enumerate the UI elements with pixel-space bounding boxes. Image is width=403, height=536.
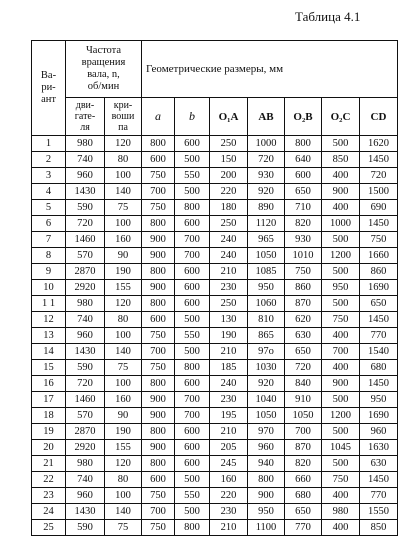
- table-cell: 960: [360, 424, 398, 440]
- table-cell: 90: [105, 408, 142, 424]
- table-cell: 80: [105, 472, 142, 488]
- table-cell: 770: [360, 328, 398, 344]
- table-row: [32, 168, 398, 184]
- table-cell: 720: [360, 168, 398, 184]
- table-cell: 570: [66, 408, 105, 424]
- table-cell: 12: [32, 312, 66, 328]
- table-cell: 160: [105, 232, 142, 248]
- table-cell: 1: [32, 136, 66, 152]
- table-cell: 700: [175, 248, 210, 264]
- table-cell: 500: [175, 184, 210, 200]
- table-cell: 770: [285, 520, 322, 536]
- table-cell: 700: [175, 408, 210, 424]
- table-cell: 930: [248, 168, 285, 184]
- table-cell: 155: [105, 280, 142, 296]
- table-cell: 9: [32, 264, 66, 280]
- table-cell: 210: [210, 520, 248, 536]
- table-cell: 550: [175, 488, 210, 504]
- table-cell: 75: [105, 360, 142, 376]
- table-cell: 900: [322, 376, 360, 392]
- table-cell: 850: [322, 152, 360, 168]
- table-cell: 1500: [360, 184, 398, 200]
- table-cell: 965: [248, 232, 285, 248]
- table-cell: 1200: [322, 248, 360, 264]
- table-cell: 700: [142, 344, 175, 360]
- table-row: [32, 136, 398, 152]
- table-cell: 1085: [248, 264, 285, 280]
- table-cell: 980: [322, 504, 360, 520]
- table-cell: 17: [32, 392, 66, 408]
- table-cell: 500: [322, 424, 360, 440]
- table-cell: 97о: [248, 344, 285, 360]
- table-cell: 750: [142, 520, 175, 536]
- table-row: [32, 504, 398, 520]
- table-cell: 200: [210, 168, 248, 184]
- table-cell: 960: [66, 488, 105, 504]
- table-cell: 500: [175, 472, 210, 488]
- table-cell: 75: [105, 200, 142, 216]
- table-row: [32, 376, 398, 392]
- table-cell: 2920: [66, 280, 105, 296]
- table-cell: 900: [142, 280, 175, 296]
- table-cell: 840: [285, 376, 322, 392]
- table-cell: 75: [105, 520, 142, 536]
- table-cell: 630: [360, 456, 398, 472]
- table-cell: 19: [32, 424, 66, 440]
- table-cell: 590: [66, 200, 105, 216]
- table-cell: 590: [66, 520, 105, 536]
- table-cell: 900: [142, 248, 175, 264]
- table-cell: 800: [175, 360, 210, 376]
- table-cell: 1450: [360, 216, 398, 232]
- table-row: [32, 152, 398, 168]
- table-cell: 250: [210, 296, 248, 312]
- table-cell: 950: [248, 280, 285, 296]
- table-cell: 8: [32, 248, 66, 264]
- table-cell: 210: [210, 264, 248, 280]
- table-cell: 1460: [66, 392, 105, 408]
- table-cell: 690: [360, 200, 398, 216]
- table-cell: 650: [285, 184, 322, 200]
- table-cell: 100: [105, 216, 142, 232]
- table-cell: 1050: [285, 408, 322, 424]
- table-cell: 185: [210, 360, 248, 376]
- table-cell: 24: [32, 504, 66, 520]
- table-cell: 1450: [360, 152, 398, 168]
- table-cell: 960: [66, 168, 105, 184]
- table-cell: 22: [32, 472, 66, 488]
- table-cell: 800: [142, 296, 175, 312]
- header-col-a: a: [142, 98, 175, 136]
- table-cell: 680: [360, 360, 398, 376]
- table-cell: 740: [66, 152, 105, 168]
- table-row: [32, 216, 398, 232]
- table-cell: 4: [32, 184, 66, 200]
- table-cell: 250: [210, 216, 248, 232]
- table-cell: 890: [248, 200, 285, 216]
- table-cell: 1450: [360, 312, 398, 328]
- table-cell: 1200: [322, 408, 360, 424]
- table-cell: 2: [32, 152, 66, 168]
- header-col-ab: AB: [248, 98, 285, 136]
- table-cell: 400: [322, 328, 360, 344]
- table-cell: 960: [66, 328, 105, 344]
- table-cell: 1000: [322, 216, 360, 232]
- table-cell: 500: [175, 504, 210, 520]
- table-cell: 700: [285, 424, 322, 440]
- table-cell: 720: [66, 216, 105, 232]
- table-cell: 800: [142, 456, 175, 472]
- table-cell: 195: [210, 408, 248, 424]
- table-cell: 21: [32, 456, 66, 472]
- table-cell: 650: [360, 296, 398, 312]
- table-cell: 120: [105, 136, 142, 152]
- table-cell: 600: [175, 216, 210, 232]
- table-cell: 600: [175, 440, 210, 456]
- table-cell: 1540: [360, 344, 398, 360]
- table-cell: 940: [248, 456, 285, 472]
- table-cell: 245: [210, 456, 248, 472]
- table-cell: 150: [210, 152, 248, 168]
- table-cell: 190: [105, 424, 142, 440]
- table-cell: 100: [105, 328, 142, 344]
- table-cell: 600: [285, 168, 322, 184]
- table-cell: 500: [175, 312, 210, 328]
- table-cell: 1620: [360, 136, 398, 152]
- table-cell: 120: [105, 296, 142, 312]
- table-cell: 950: [248, 504, 285, 520]
- table-cell: 810: [248, 312, 285, 328]
- table-cell: 1000: [248, 136, 285, 152]
- table-cell: 980: [66, 296, 105, 312]
- table-cell: 400: [322, 168, 360, 184]
- table-cell: 140: [105, 184, 142, 200]
- table-cell: 870: [285, 440, 322, 456]
- table-cell: 980: [66, 456, 105, 472]
- table-cell: 800: [285, 136, 322, 152]
- table-cell: 600: [142, 472, 175, 488]
- header-motor: дви- гате- ля: [66, 98, 105, 136]
- table-cell: 600: [175, 264, 210, 280]
- table-cell: 1450: [360, 472, 398, 488]
- header-crank: кри- воши па: [105, 98, 142, 136]
- table-cell: 16: [32, 376, 66, 392]
- table-cell: 500: [322, 296, 360, 312]
- table-caption: Таблица 4.1: [295, 9, 361, 24]
- table-cell: 140: [105, 504, 142, 520]
- table-cell: 2870: [66, 264, 105, 280]
- table-cell: 650: [285, 504, 322, 520]
- table-cell: 230: [210, 280, 248, 296]
- table-row: [32, 488, 398, 504]
- table-cell: 600: [175, 456, 210, 472]
- table-cell: 750: [285, 264, 322, 280]
- table-cell: 120: [105, 456, 142, 472]
- table-cell: 860: [360, 264, 398, 280]
- table-cell: 230: [210, 504, 248, 520]
- header-col-b: b: [175, 98, 210, 136]
- table-cell: 750: [360, 232, 398, 248]
- table-cell: 10: [32, 280, 66, 296]
- table-cell: 1550: [360, 504, 398, 520]
- table-cell: 800: [175, 520, 210, 536]
- table-cell: 750: [142, 168, 175, 184]
- table-row: [32, 424, 398, 440]
- header-row-2: [32, 98, 398, 136]
- table-cell: 1 1: [32, 296, 66, 312]
- table-cell: 1430: [66, 184, 105, 200]
- table-row: [32, 520, 398, 536]
- table-cell: 820: [285, 456, 322, 472]
- table-cell: 400: [322, 360, 360, 376]
- table-cell: 600: [175, 296, 210, 312]
- table-cell: 750: [142, 488, 175, 504]
- header-col-o2b: O₂B: [285, 98, 322, 136]
- table-cell: 15: [32, 360, 66, 376]
- table-cell: 2870: [66, 424, 105, 440]
- table-cell: 720: [66, 376, 105, 392]
- table-cell: 1630: [360, 440, 398, 456]
- table-cell: 500: [322, 456, 360, 472]
- table-cell: 20: [32, 440, 66, 456]
- table-row: [32, 456, 398, 472]
- table-cell: 800: [142, 424, 175, 440]
- table-cell: 870: [285, 296, 322, 312]
- table-cell: 1060: [248, 296, 285, 312]
- table-row: [32, 184, 398, 200]
- table-row: [32, 232, 398, 248]
- variants-table: [31, 40, 398, 536]
- header-col-o1a: O₁A: [210, 98, 248, 136]
- table-cell: 210: [210, 344, 248, 360]
- table-cell: 1030: [248, 360, 285, 376]
- table-cell: 190: [105, 264, 142, 280]
- table-cell: 140: [105, 344, 142, 360]
- table-cell: 1050: [248, 408, 285, 424]
- table-cell: 23: [32, 488, 66, 504]
- table-cell: 1450: [360, 376, 398, 392]
- header-rotation-frequency: Частота вращения вала, n, об/мин: [66, 41, 142, 98]
- table-cell: 800: [142, 264, 175, 280]
- table-row: [32, 264, 398, 280]
- table-cell: 620: [285, 312, 322, 328]
- table-cell: 1045: [322, 440, 360, 456]
- table-cell: 910: [285, 392, 322, 408]
- table-cell: 600: [175, 424, 210, 440]
- table-cell: 250: [210, 136, 248, 152]
- table-cell: 600: [175, 376, 210, 392]
- table-cell: 930: [285, 232, 322, 248]
- table-cell: 700: [175, 232, 210, 248]
- table-cell: 920: [248, 376, 285, 392]
- table-cell: 500: [175, 344, 210, 360]
- table-cell: 630: [285, 328, 322, 344]
- table-row: [32, 360, 398, 376]
- table-cell: 720: [248, 152, 285, 168]
- table-cell: 550: [175, 168, 210, 184]
- table-cell: 1040: [248, 392, 285, 408]
- table-cell: 640: [285, 152, 322, 168]
- table-cell: 1050: [248, 248, 285, 264]
- table-cell: 850: [360, 520, 398, 536]
- table-cell: 970: [248, 424, 285, 440]
- table-cell: 865: [248, 328, 285, 344]
- table-cell: 700: [175, 392, 210, 408]
- table-cell: 900: [322, 184, 360, 200]
- table-cell: 700: [142, 184, 175, 200]
- table-cell: 600: [142, 152, 175, 168]
- table-cell: 1100: [248, 520, 285, 536]
- table-cell: 740: [66, 312, 105, 328]
- table-cell: 100: [105, 376, 142, 392]
- table-cell: 750: [142, 328, 175, 344]
- header-col-cd: CD: [360, 98, 398, 136]
- table-cell: 1690: [360, 280, 398, 296]
- table-cell: 550: [175, 328, 210, 344]
- table-cell: 5: [32, 200, 66, 216]
- table-cell: 400: [322, 520, 360, 536]
- table-cell: 160: [210, 472, 248, 488]
- header-col-o2c: O₂C: [322, 98, 360, 136]
- table-cell: 720: [285, 360, 322, 376]
- table-cell: 90: [105, 248, 142, 264]
- table-cell: 80: [105, 152, 142, 168]
- table-row: [32, 296, 398, 312]
- table-cell: 1690: [360, 408, 398, 424]
- table-cell: 800: [142, 216, 175, 232]
- table-cell: 500: [175, 152, 210, 168]
- table-cell: 860: [285, 280, 322, 296]
- table-row: [32, 312, 398, 328]
- table-cell: 205: [210, 440, 248, 456]
- table-cell: 680: [285, 488, 322, 504]
- table-cell: 800: [175, 200, 210, 216]
- table-cell: 220: [210, 488, 248, 504]
- table-cell: 500: [322, 392, 360, 408]
- header-geometric-dimensions: Геометрические размеры, мм: [142, 41, 398, 98]
- table-cell: 220: [210, 184, 248, 200]
- table-cell: 800: [142, 376, 175, 392]
- table-cell: 2920: [66, 440, 105, 456]
- table-cell: 100: [105, 488, 142, 504]
- table-cell: 660: [285, 472, 322, 488]
- table-cell: 500: [322, 136, 360, 152]
- table-cell: 950: [322, 280, 360, 296]
- table-cell: 500: [322, 264, 360, 280]
- table-cell: 700: [142, 504, 175, 520]
- table-row: [32, 248, 398, 264]
- table-cell: 950: [360, 392, 398, 408]
- table-cell: 900: [142, 392, 175, 408]
- table-cell: 1120: [248, 216, 285, 232]
- table-body: [32, 136, 398, 536]
- table-cell: 590: [66, 360, 105, 376]
- table-cell: 240: [210, 376, 248, 392]
- table-cell: 400: [322, 488, 360, 504]
- table-cell: 750: [322, 312, 360, 328]
- table-cell: 900: [248, 488, 285, 504]
- table-cell: 650: [285, 344, 322, 360]
- table-cell: 25: [32, 520, 66, 536]
- table-cell: 820: [285, 216, 322, 232]
- table-row: [32, 328, 398, 344]
- table-cell: 100: [105, 168, 142, 184]
- table-cell: 160: [105, 392, 142, 408]
- table-row: [32, 280, 398, 296]
- table-cell: 750: [142, 200, 175, 216]
- table-cell: 14: [32, 344, 66, 360]
- table-cell: 750: [322, 472, 360, 488]
- table-cell: 1460: [66, 232, 105, 248]
- table-row: [32, 200, 398, 216]
- table-cell: 6: [32, 216, 66, 232]
- table-cell: 900: [142, 232, 175, 248]
- table-cell: 900: [142, 408, 175, 424]
- table-cell: 920: [248, 184, 285, 200]
- table-cell: 600: [175, 136, 210, 152]
- table-row: [32, 472, 398, 488]
- table-cell: 230: [210, 392, 248, 408]
- table-cell: 900: [142, 440, 175, 456]
- table-cell: 700: [322, 344, 360, 360]
- table-row: [32, 392, 398, 408]
- header-row-1: [32, 41, 398, 98]
- table-cell: 1430: [66, 344, 105, 360]
- table-cell: 155: [105, 440, 142, 456]
- table-row: [32, 344, 398, 360]
- table-row: [32, 440, 398, 456]
- table-cell: 770: [360, 488, 398, 504]
- table-cell: 180: [210, 200, 248, 216]
- table-cell: 190: [210, 328, 248, 344]
- table-cell: 1430: [66, 504, 105, 520]
- table-cell: 1010: [285, 248, 322, 264]
- table-cell: 740: [66, 472, 105, 488]
- table-cell: 7: [32, 232, 66, 248]
- table-cell: 1660: [360, 248, 398, 264]
- table-cell: 18: [32, 408, 66, 424]
- table-cell: 13: [32, 328, 66, 344]
- table-cell: 800: [248, 472, 285, 488]
- table-row: [32, 408, 398, 424]
- table-cell: 210: [210, 424, 248, 440]
- table-cell: 710: [285, 200, 322, 216]
- table-cell: 960: [248, 440, 285, 456]
- table-cell: 240: [210, 232, 248, 248]
- table-cell: 600: [175, 280, 210, 296]
- table-cell: 400: [322, 200, 360, 216]
- table-cell: 3: [32, 168, 66, 184]
- table-cell: 80: [105, 312, 142, 328]
- table-cell: 240: [210, 248, 248, 264]
- table-cell: 500: [322, 232, 360, 248]
- table-cell: 570: [66, 248, 105, 264]
- table-cell: 800: [142, 136, 175, 152]
- table-cell: 750: [142, 360, 175, 376]
- header-variant: Ва- ри- ант: [32, 41, 66, 136]
- table-cell: 130: [210, 312, 248, 328]
- table-cell: 980: [66, 136, 105, 152]
- table-cell: 600: [142, 312, 175, 328]
